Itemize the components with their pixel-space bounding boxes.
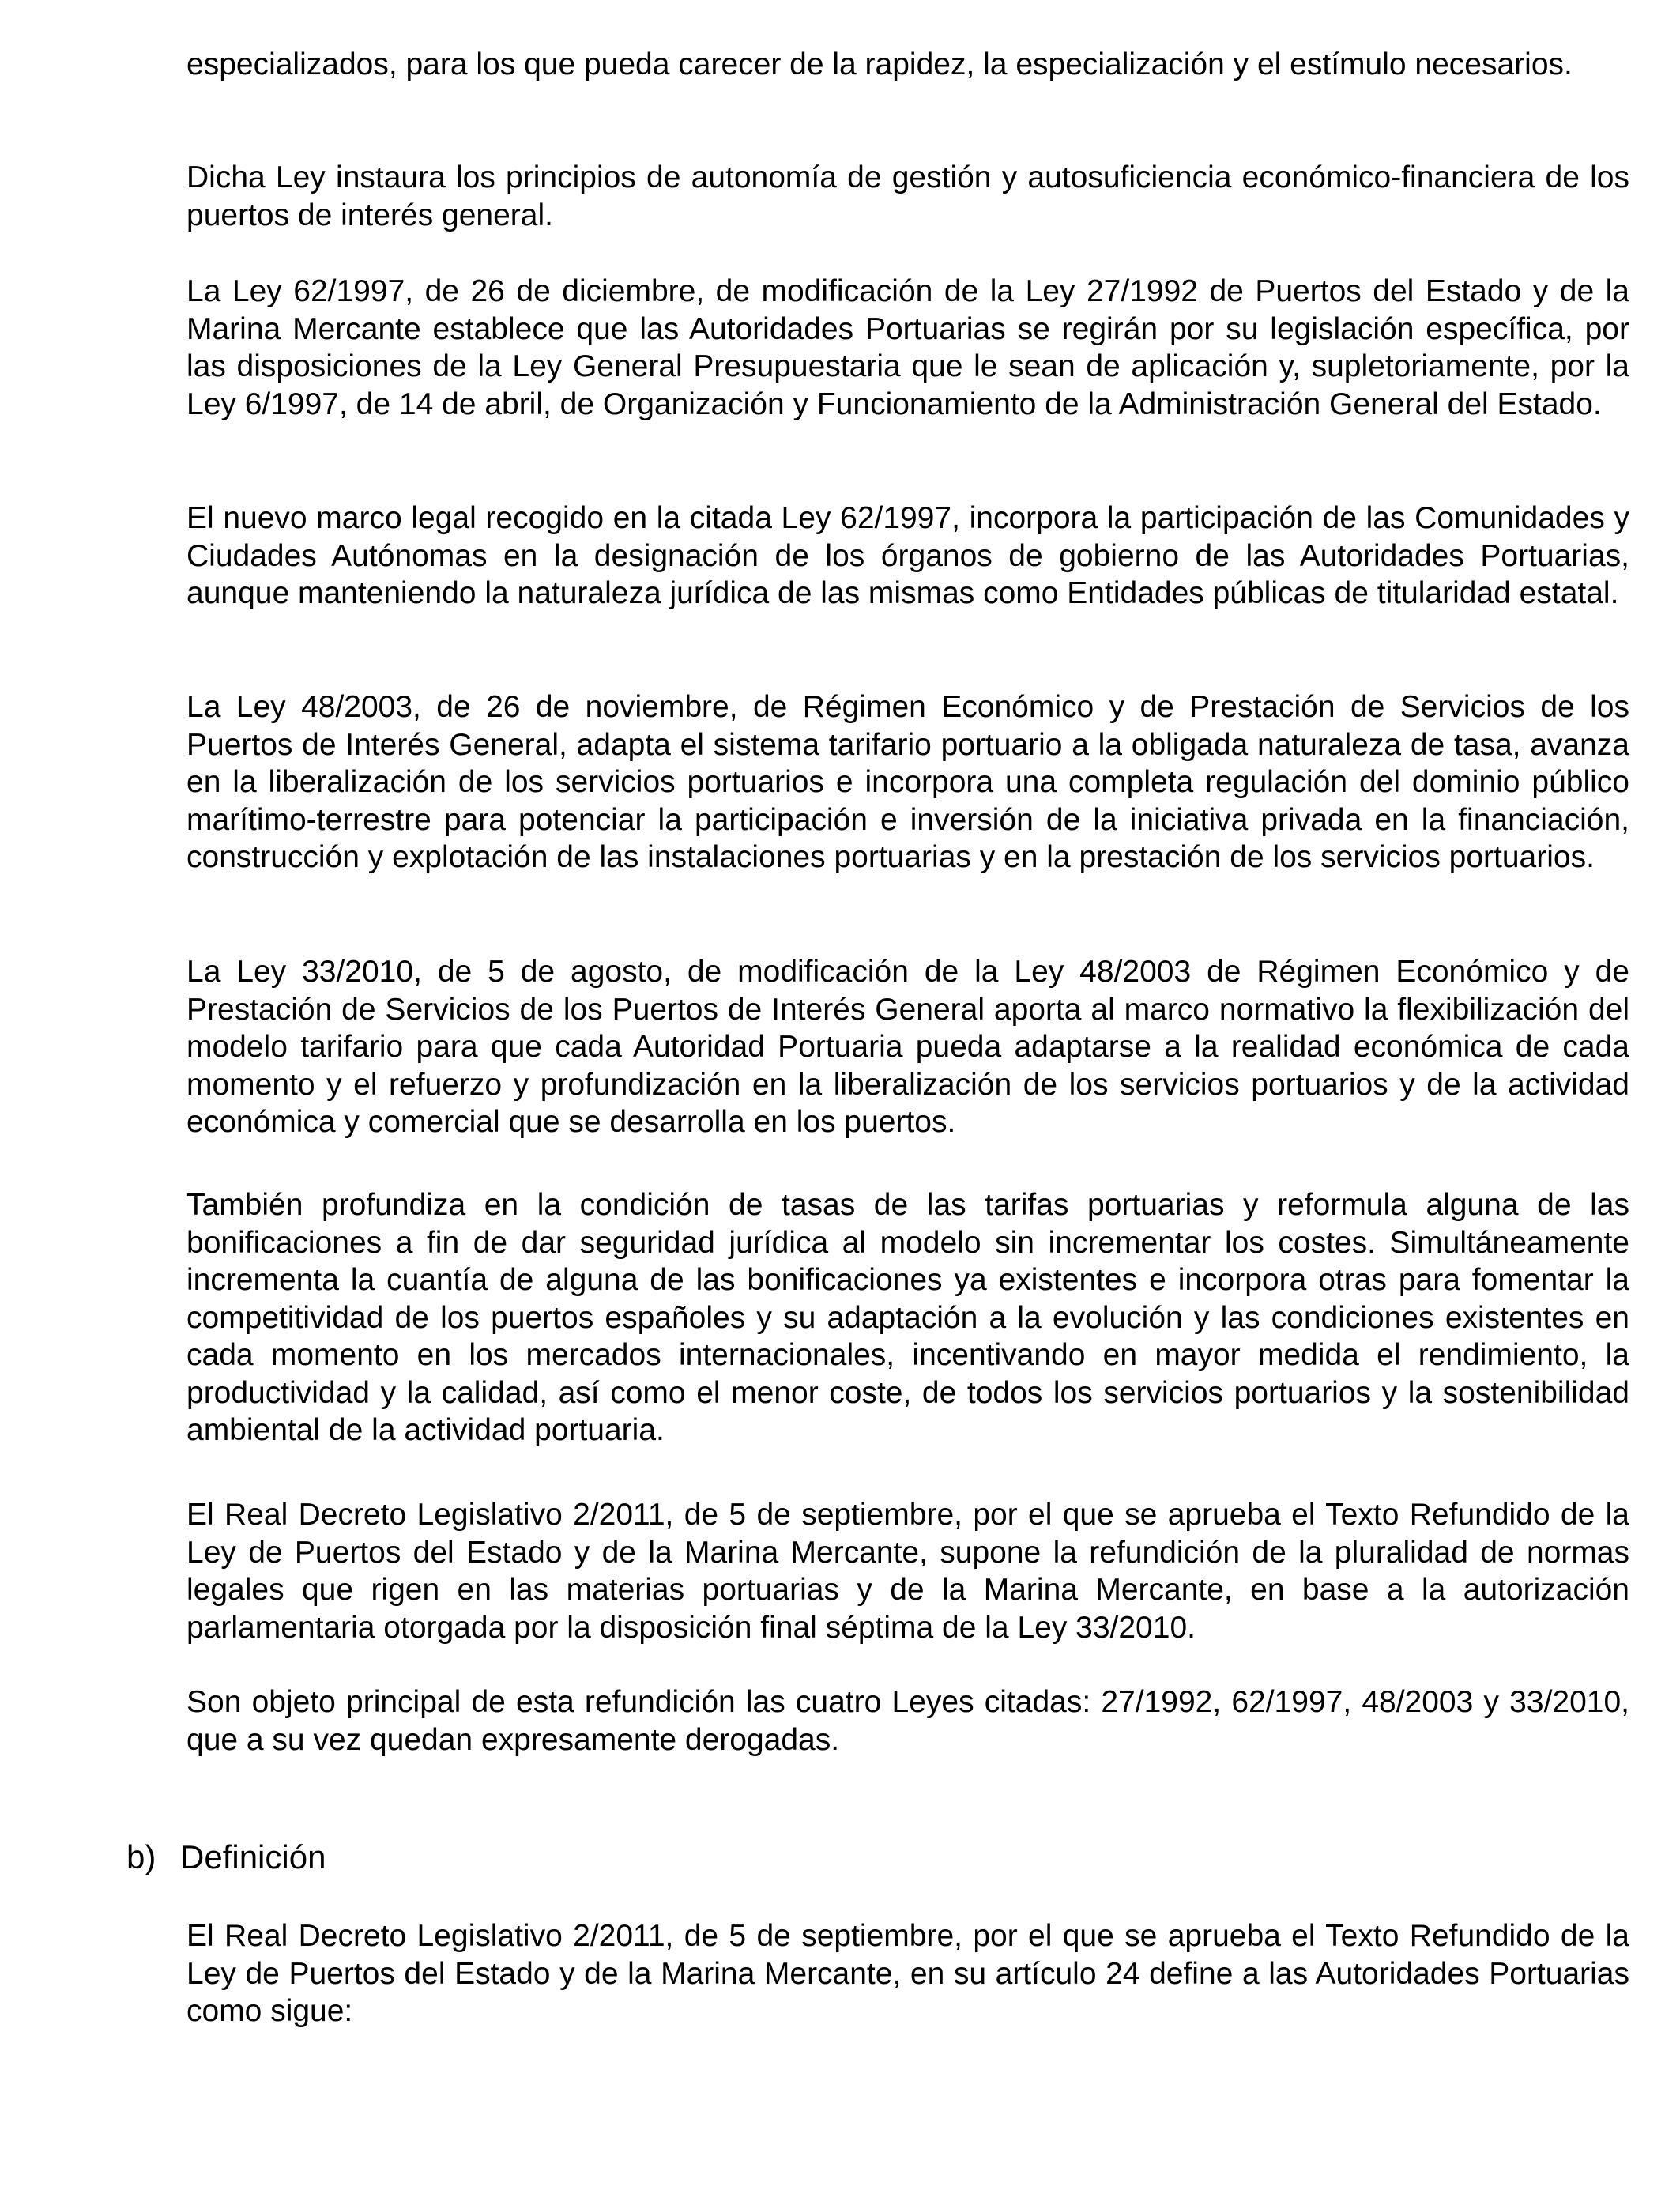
section-marker: b) xyxy=(126,1838,156,1875)
paragraph-nuevo-marco-legal: El nuevo marco legal recogido en la citada Ley 62/1997, incorpora la participación de las Comunidades y Ciudades Autónomas en la designación de los órganos de gobierno de las Autoridades Portuarias, aunque manteniendo la naturaleza jurídica de las mismas como Entidades públicas de titularidad estatal. xyxy=(186,501,1629,610)
section-heading-definicion xyxy=(126,1838,326,1876)
section-title: Definición xyxy=(180,1838,326,1875)
paragraph-ley-33-2010: La Ley 33/2010, de 5 de agosto, de modificación de la Ley 48/2003 de Régimen Económico y de Prestación de Servicios de los Puertos de Interés General aporta al marco normativo la flexibilización del modelo tarifario para que cada Autoridad Portuaria pueda adaptarse a la realidad económica de cada momento y el refuerzo y profundización en la liberalización de los servicios portuarios y de la actividad económica y comercial que se desarrolla en los puertos. xyxy=(186,955,1629,1139)
paragraph-especializados: especializados, para los que pueda carecer de la rapidez, la especialización y el estímulo necesarios. xyxy=(186,47,1573,81)
paragraph-tasas-tarifas: También profundiza en la condición de tasas de las tarifas portuarias y reformula alguna de las bonificaciones a fin de dar seguridad jurídica al modelo sin incrementar los costes. Simultáneamente incrementa la cuantía de alguna de las bonificaciones ya existentes e incorpora otras para fomentar la competitividad de los puertos españoles y su adaptación a la evolución y las condiciones existentes en cada momento en los mercados internacionales, incentivando en mayor medida el rendimiento, la productividad y la calidad, así como el menor coste, de todos los servicios portuarios y la sostenibilidad ambiental de la actividad portuaria. xyxy=(186,1188,1629,1447)
paragraph-ley-62-1997: La Ley 62/1997, de 26 de diciembre, de modificación de la Ley 27/1992 de Puertos del Estado y de la Marina Mercante establece que las Autoridades Portuarias se regirán por su legislación específica, por las disposiciones de la Ley General Presupuestaria que le sean de aplicación y, supletoriamente, por la Ley 6/1997, de 14 de abril, de Organización y Funcionamiento de la Administración General del Estado. xyxy=(186,274,1629,421)
paragraph-objeto-refundicion: Son objeto principal de esta refundición las cuatro Leyes citadas: 27/1992, 62/1997, 48/2003 y 33/2010, que a su vez quedan expresamente derogadas. xyxy=(186,1685,1629,1757)
paragraph-autonomia-gestion: Dicha Ley instaura los principios de autonomía de gestión y autosuficiencia económico-financiera de los puertos de interés general. xyxy=(186,160,1629,232)
paragraph-definicion-articulo-24: El Real Decreto Legislativo 2/2011, de 5 de septiembre, por el que se aprueba el Texto Refundido de la Ley de Puertos del Estado y de la Marina Mercante, en su artículo 24 define a las Autoridades Portuarias como sigue: xyxy=(186,1919,1629,2028)
paragraph-ley-48-2003: La Ley 48/2003, de 26 de noviembre, de Régimen Económico y de Prestación de Servicios de los Puertos de Interés General, adapta el sistema tarifario portuario a la obligada naturaleza de tasa, avanza en la liberalización de los servicios portuarios e incorpora una completa regulación del dominio público marítimo-terrestre para potenciar la participación e inversión de la iniciativa privada en la financiación, construcción y explotación de las instalaciones portuarias y en la prestación de los servicios portuarios. xyxy=(186,690,1629,874)
paragraph-real-decreto-refundicion: El Real Decreto Legislativo 2/2011, de 5 de septiembre, por el que se aprueba el Texto Refundido de la Ley de Puertos del Estado y de la Marina Mercante, supone la refundición de la pluralidad de normas legales que rigen en las materias portuarias y de la Marina Mercante, en base a la autorización parlamentaria otorgada por la disposición final séptima de la Ley 33/2010. xyxy=(186,1498,1629,1645)
